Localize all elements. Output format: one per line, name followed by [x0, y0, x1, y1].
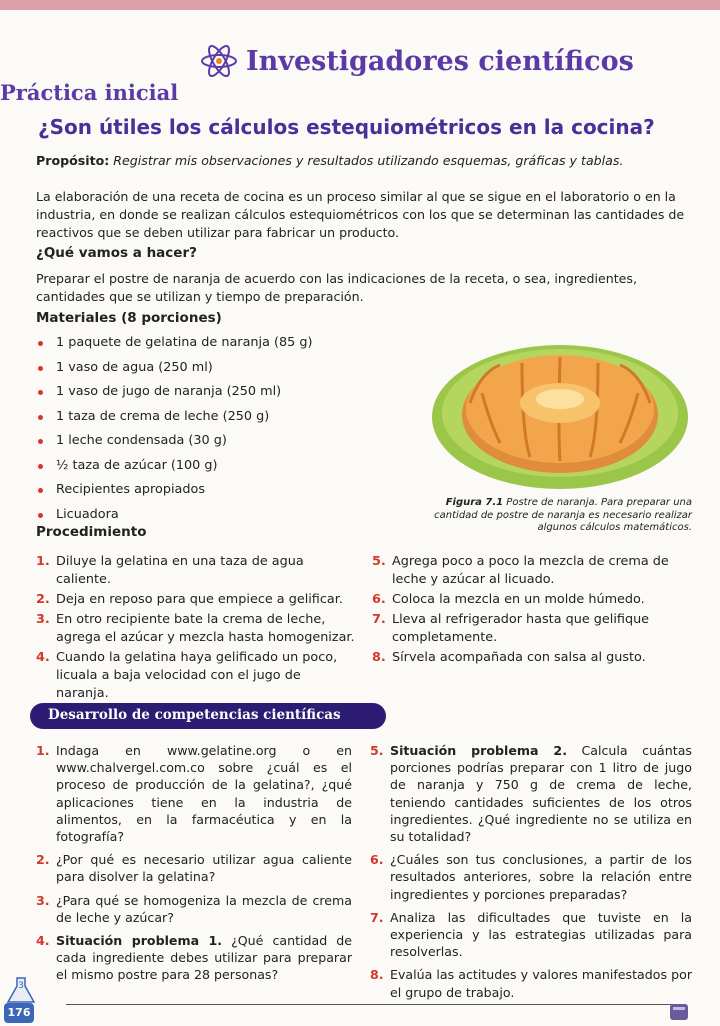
activity-item — [370, 966, 692, 1000]
step-number: 1. — [36, 554, 50, 569]
step-number: 7. — [372, 612, 386, 627]
item-text: ¿Para qué se homogeniza la mezcla de crema de leche y azúcar? — [56, 892, 352, 925]
item-text: Indaga en www.gelatine.org o en www.chalvergel.com.co sobre ¿cuál es el proceso de producción de la gelatina?, ¿qué aplicaciones tiene en la industria de alimentos, en la farmacéutica y en la fotografía? — [56, 743, 352, 845]
item-text: Calcula cuántas porciones podrías preparar con 1 litro de jugo de naranja y 750 g de crema de leche, teniendo cantidades suficientes de los otros ingredientes. ¿Qué ingrediente no se utiliza en su totalidad? — [390, 743, 692, 845]
flask-icon — [6, 976, 36, 1004]
step-number: 3. — [36, 612, 50, 627]
item-bold: Situación problema 2. — [390, 743, 567, 758]
list-item: 1 taza de crema de leche (250 g) — [36, 405, 416, 430]
activity-item — [36, 932, 352, 984]
step-text: Cuando la gelatina haya gelificado un poco, licuala a baja velocidad con el jugo de naranja. — [56, 650, 338, 701]
development-left — [36, 742, 352, 990]
item-number: 5. — [370, 743, 384, 758]
header-title — [200, 44, 634, 78]
procedure-step — [36, 591, 356, 609]
step-text: Coloca la mezcla en un molde húmedo. — [392, 592, 645, 607]
step-text: Diluye la gelatina en una taza de agua caliente. — [56, 554, 304, 587]
list-item: Licuadora — [36, 503, 416, 528]
step-text: Agrega poco a poco la mezcla de crema de leche y azúcar al licuado. — [392, 554, 669, 587]
flask-digit: 3 — [18, 981, 24, 991]
item-number: 4. — [36, 933, 50, 949]
procedure-step — [36, 611, 356, 647]
banner-text: Desarrollo de competencias científicas — [48, 707, 341, 723]
list-item: 1 vaso de jugo de naranja (250 ml) — [36, 380, 416, 405]
list-item: 1 paquete de gelatina de naranja (85 g) — [36, 331, 416, 356]
step-text: Sírvela acompañada con salsa al gusto. — [392, 650, 646, 665]
purpose — [36, 152, 688, 170]
footer-divider — [66, 1004, 686, 1005]
procedure-step — [372, 649, 692, 667]
item-number: 8. — [370, 967, 384, 983]
step-number: 2. — [36, 592, 50, 607]
procedure-right — [372, 553, 692, 669]
figure-label: Figura 7.1 — [445, 497, 504, 508]
purpose-text: Registrar mis observaciones y resultados utilizando esquemas, gráficas y tablas. — [113, 153, 624, 168]
activity-item — [370, 742, 692, 845]
procedure-step — [372, 611, 692, 647]
what-to-do-heading: ¿Qué vamos a hacer? — [36, 245, 197, 261]
step-text: Lleva al refrigerador hasta que gelifique completamente. — [392, 612, 650, 645]
item-bold: Situación problema 1. — [56, 933, 223, 949]
activity-item — [36, 742, 352, 845]
page-question: ¿Son útiles los cálculos estequiométricos en la cocina? — [38, 115, 655, 139]
item-number: 3. — [36, 892, 50, 908]
activity-item — [370, 909, 692, 961]
title-text: Investigadores científicos — [246, 45, 634, 77]
activity-item — [36, 892, 352, 926]
atom-icon — [200, 44, 238, 78]
top-color-band — [0, 0, 720, 10]
list-item: 1 leche condensada (30 g) — [36, 429, 416, 454]
item-number: 2. — [36, 852, 50, 868]
page-number: 176 — [4, 1003, 34, 1023]
step-text: En otro recipiente bate la crema de leche, agrega el azúcar y mezcla hasta homogenizar. — [56, 612, 355, 645]
item-text: Analiza las dificultades que tuviste en la experiencia y las estrategias utilizadas para resolverlas. — [390, 909, 692, 960]
step-number: 6. — [372, 592, 386, 607]
intro-paragraph: La elaboración de una receta de cocina es un proceso similar al que se sigue en el laboratorio o en la industria, en donde se realizan cálculos estequiométricos con los que se determinan las cantidades de reactivos que se deben utilizar para fabricar un producto. — [36, 189, 685, 240]
step-number: 5. — [372, 554, 386, 569]
item-text: ¿Cuáles son tus conclusiones, a partir de los resultados anteriores, sobre la relación entre ingredientes y porciones preparadas? — [390, 852, 692, 902]
step-text: Deja en reposo para que empiece a gelificar. — [56, 592, 343, 607]
purpose-label: Propósito: — [36, 153, 110, 168]
materials-list — [36, 331, 416, 527]
procedure-heading: Procedimiento — [36, 524, 147, 540]
item-number: 6. — [370, 852, 384, 868]
list-item: 1 vaso de agua (250 ml) — [36, 356, 416, 381]
item-text: Evalúa las actitudes y valores manifestados por el grupo de trabajo. — [390, 967, 692, 1000]
list-item: ½ taza de azúcar (100 g) — [36, 454, 416, 479]
section-label: Práctica inicial — [0, 80, 179, 105]
activity-item — [370, 851, 692, 903]
list-item: Recipientes apropiados — [36, 478, 416, 503]
what-to-do-text: Preparar el postre de naranja de acuerdo con las indicaciones de la receta, o sea, ingredientes, cantidades que se utilizan y tiempo de preparación. — [36, 271, 637, 304]
procedure-step — [36, 649, 356, 703]
procedure-step — [36, 553, 356, 589]
procedure-step — [372, 591, 692, 609]
procedure-step — [372, 553, 692, 589]
development-right — [370, 742, 692, 1007]
activity-item — [36, 851, 352, 885]
step-number: 4. — [36, 650, 50, 665]
orange-dessert-image — [430, 333, 690, 493]
book-corner-icon — [668, 1000, 690, 1022]
step-number: 8. — [372, 650, 386, 665]
item-number: 7. — [370, 909, 384, 925]
item-number: 1. — [36, 743, 50, 758]
item-text: ¿Por qué es necesario utilizar agua caliente para disolver la gelatina? — [56, 852, 352, 885]
materials-heading: Materiales (8 porciones) — [36, 310, 222, 326]
figure-caption-text: Postre de naranja. Para preparar una cantidad de postre de naranja es necesario realizar algunos cálculos matemáticos. — [434, 497, 692, 533]
procedure-left — [36, 553, 356, 705]
item-text: ¿Qué cantidad de cada ingrediente debes utilizar para preparar el mismo postre para 28 personas? — [56, 933, 352, 983]
